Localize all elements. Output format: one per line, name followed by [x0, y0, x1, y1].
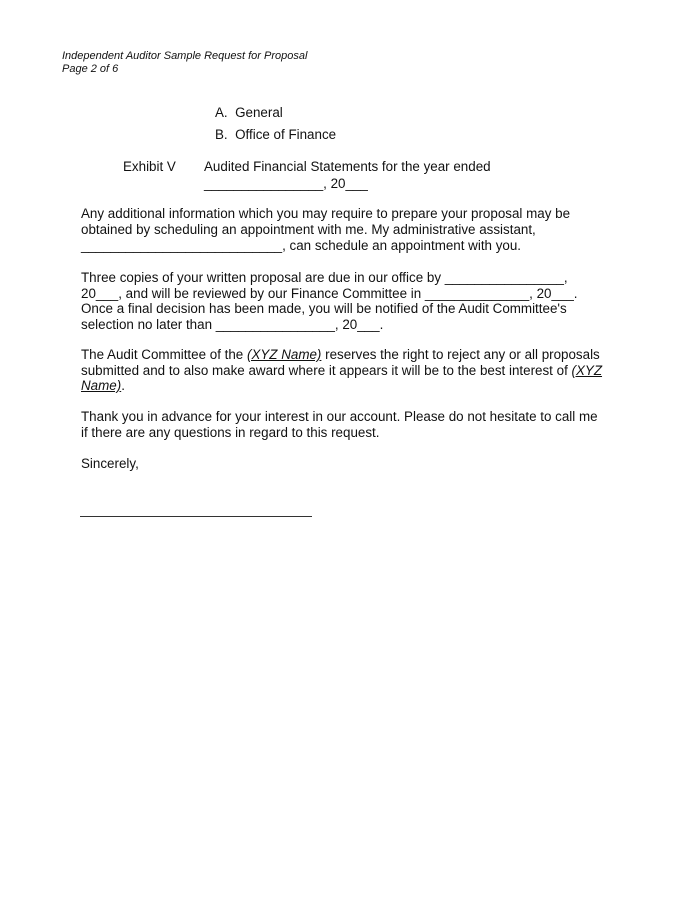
- text-line: 20___, and will be reviewed by our Finance Committee in ______________, 20___.: [81, 286, 578, 301]
- text-line: selection no later than ________________, 20___.: [81, 317, 384, 332]
- xyz-name-placeholder: (XYZ Name): [246, 347, 322, 362]
- text-line: submitted and to also make award where it appears it will be to the best interest of (XYZ: [81, 363, 603, 378]
- text-line: Thank you in advance for your interest in our account. Please do not hesitate to call me: [81, 409, 598, 424]
- list-label: General: [235, 105, 283, 120]
- exhibit-description: Audited Financial Statements for the year ended: [204, 159, 491, 174]
- text-line: Any additional information which you may require to prepare your proposal may be: [81, 206, 571, 221]
- document-title: Independent Auditor Sample Request for Proposal: [62, 50, 308, 62]
- exhibit-date-blank: ________________, 20___: [204, 176, 368, 191]
- list-label: Office of Finance: [235, 127, 337, 142]
- xyz-name-placeholder: Name): [81, 378, 122, 393]
- page-number: Page 2 of 6: [62, 63, 119, 75]
- closing: Sincerely,: [81, 456, 139, 471]
- signature-line: [80, 516, 312, 517]
- text-line: The Audit Committee of the (XYZ Name) reserves the right to reject any or all proposals: [81, 347, 600, 362]
- exhibit-label: Exhibit V: [123, 159, 176, 174]
- list-marker: B.: [215, 127, 228, 142]
- xyz-name-placeholder: (XYZ: [571, 363, 603, 378]
- list-item: [215, 127, 336, 143]
- text-line: Three copies of your written proposal are due in our office by ________________,: [81, 270, 568, 285]
- text-line: obtained by scheduling an appointment with me. My administrative assistant,: [81, 222, 536, 237]
- text-line: Name).: [81, 378, 125, 393]
- text-line: if there are any questions in regard to this request.: [81, 425, 380, 440]
- text-line: Once a final decision has been made, you will be notified of the Audit Committee's: [81, 301, 567, 316]
- list-marker: A.: [215, 105, 228, 120]
- list-item: [215, 105, 283, 121]
- text-line: ___________________________, can schedule an appointment with you.: [81, 238, 522, 253]
